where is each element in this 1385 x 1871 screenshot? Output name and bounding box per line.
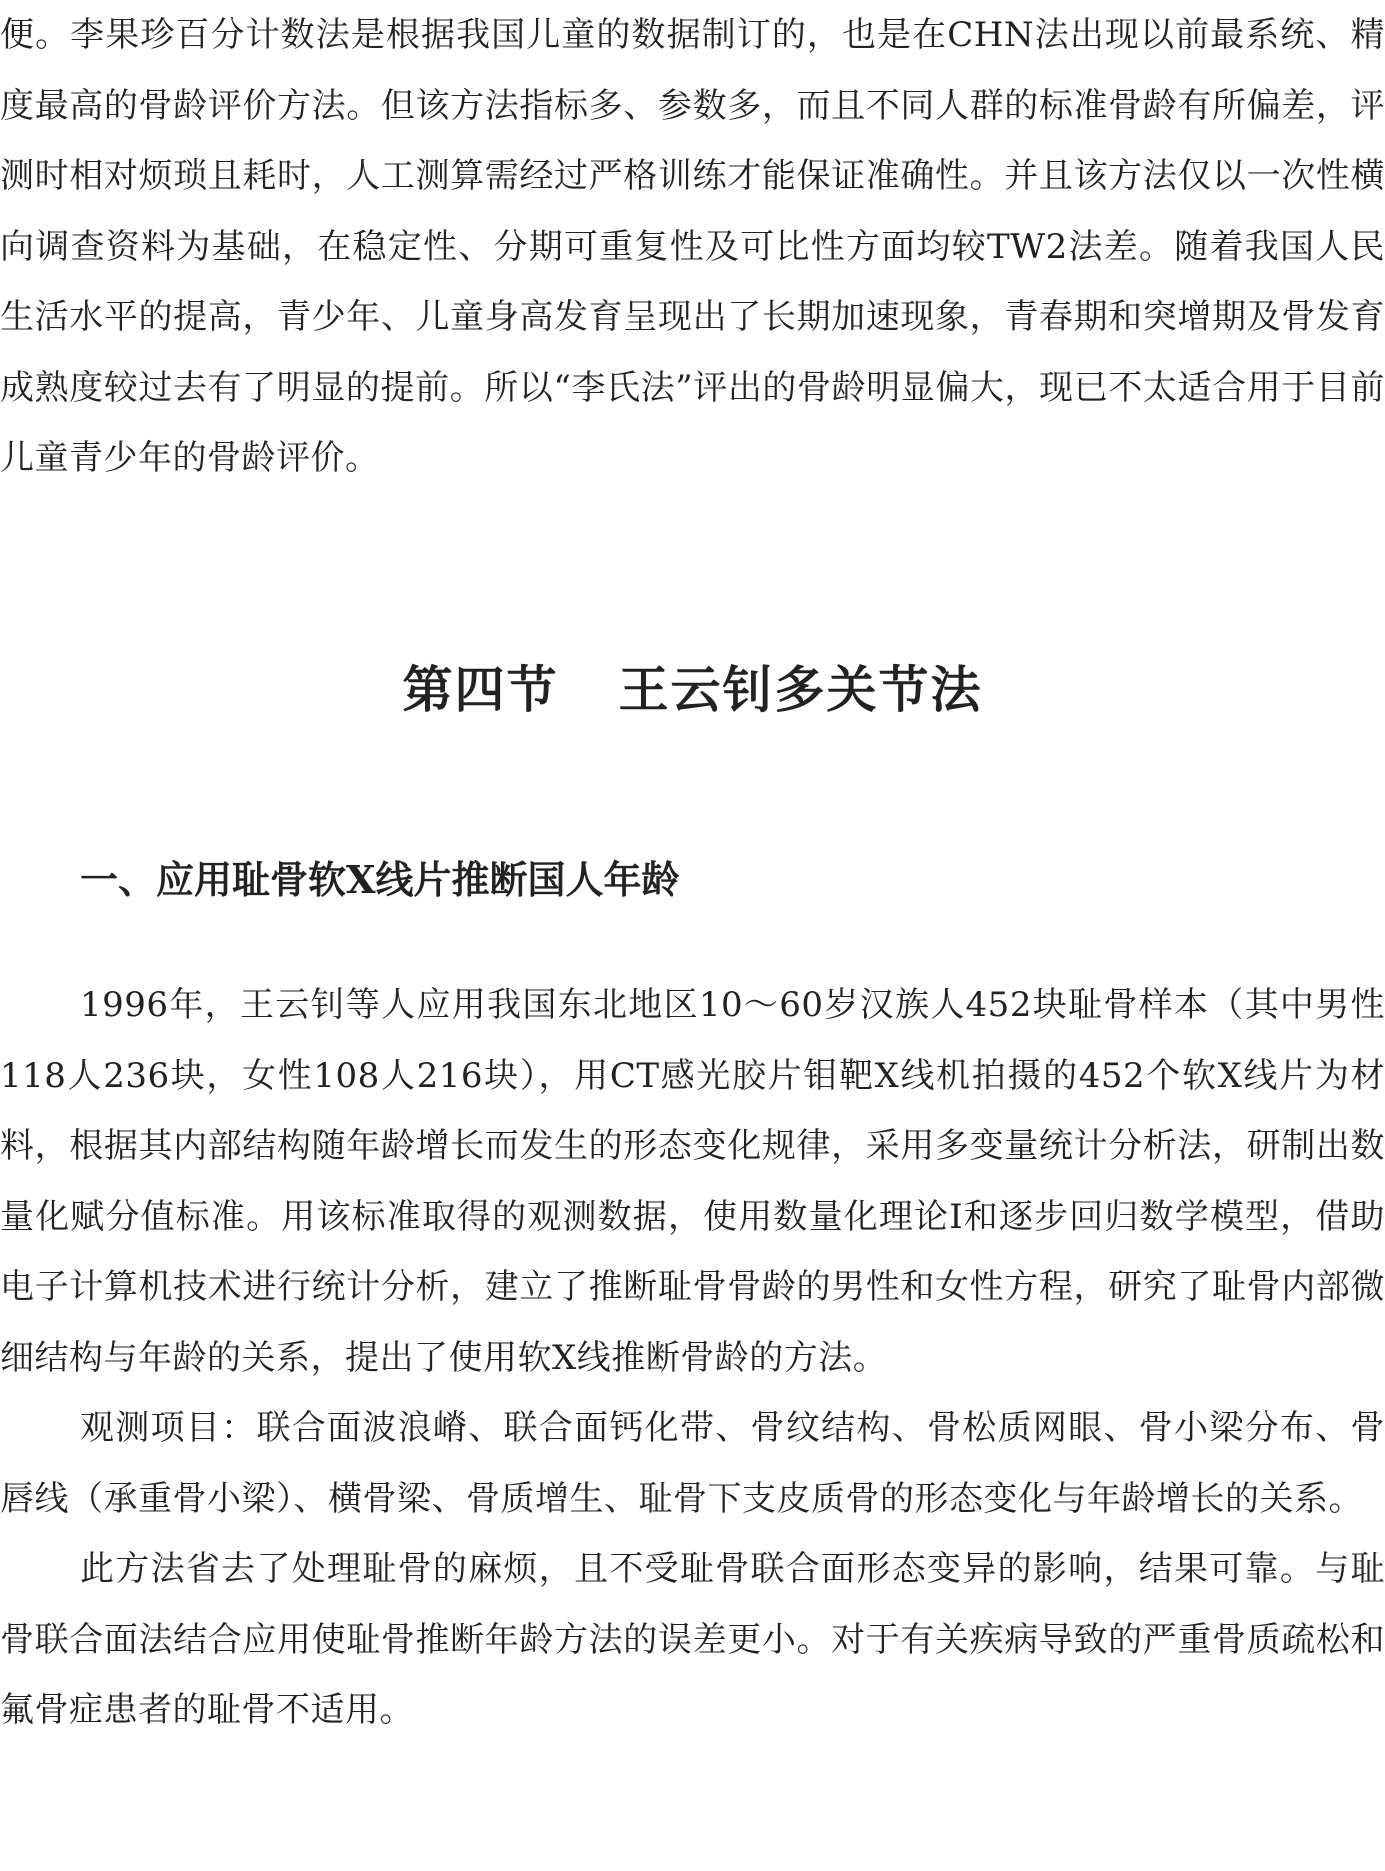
body-paragraph: 1996年，王云钊等人应用我国东北地区10～60岁汉族人452块耻骨样本（其中男性118人236块，女性108人216块），用CT感光胶片钼靶X线机拍摄的452个软X线片为材料，根据其内部结构随年龄增长而发生的形态变化规律，采用多变量统计分析法，研制出数量化赋分值标准。用该标准取得的观测数据，使用数量化理论I和逐步回归数学模型，借助电子计算机技术进行统计分析，建立了推断耻骨骨龄的男性和女性方程，研究了耻骨内部微细结构与年龄的关系，提出了使用软X线推断骨龄的方法。	[0, 985, 1385, 1378]
continuation-paragraph: 便。李果珍百分计数法是根据我国儿童的数据制订的，也是在CHN法出现以前最系统、精度最高的骨龄评价方法。但该方法指标多、参数多，而且不同人群的标准骨龄有所偏差，评测时相对烦琐且耗时，人工测算需经过严格训练才能保证准确性。并且该方法仅以一次性横向调查资料为基础，在稳定性、分期可重复性及可比性方面均较TW2法差。随着我国人民生活水平的提高，青少年、儿童身高发育呈现出了长期加速现象，青春期和突增期及骨发育成熟度较过去有了明显的提前。所以“李氏法”评出的骨龄明显偏大，现已不太适合用于目前儿童青少年的骨龄评价。	[0, 15, 1385, 478]
body-paragraph: 此方法省去了处理耻骨的麻烦，且不受耻骨联合面形态变异的影响，结果可靠。与耻骨联合面法结合应用使耻骨推断年龄方法的误差更小。对于有关疾病导致的严重骨质疏松和氟骨症患者的耻骨不适用。	[0, 1549, 1385, 1730]
subsection-heading: 一、应用耻骨软X线片推断国人年龄	[80, 857, 680, 902]
section-heading	[0, 650, 1385, 730]
body-paragraph: 观测项目：联合面波浪嵴、联合面钙化带、骨纹结构、骨松质网眼、骨小梁分布、骨唇线（承重骨小梁）、横骨梁、骨质增生、耻骨下支皮质骨的形态变化与年龄增长的关系。	[0, 1408, 1385, 1519]
body-paragraphs	[0, 970, 1385, 1746]
section-title: 王云钊多关节法	[618, 661, 983, 719]
section-number: 第四节	[402, 661, 559, 719]
